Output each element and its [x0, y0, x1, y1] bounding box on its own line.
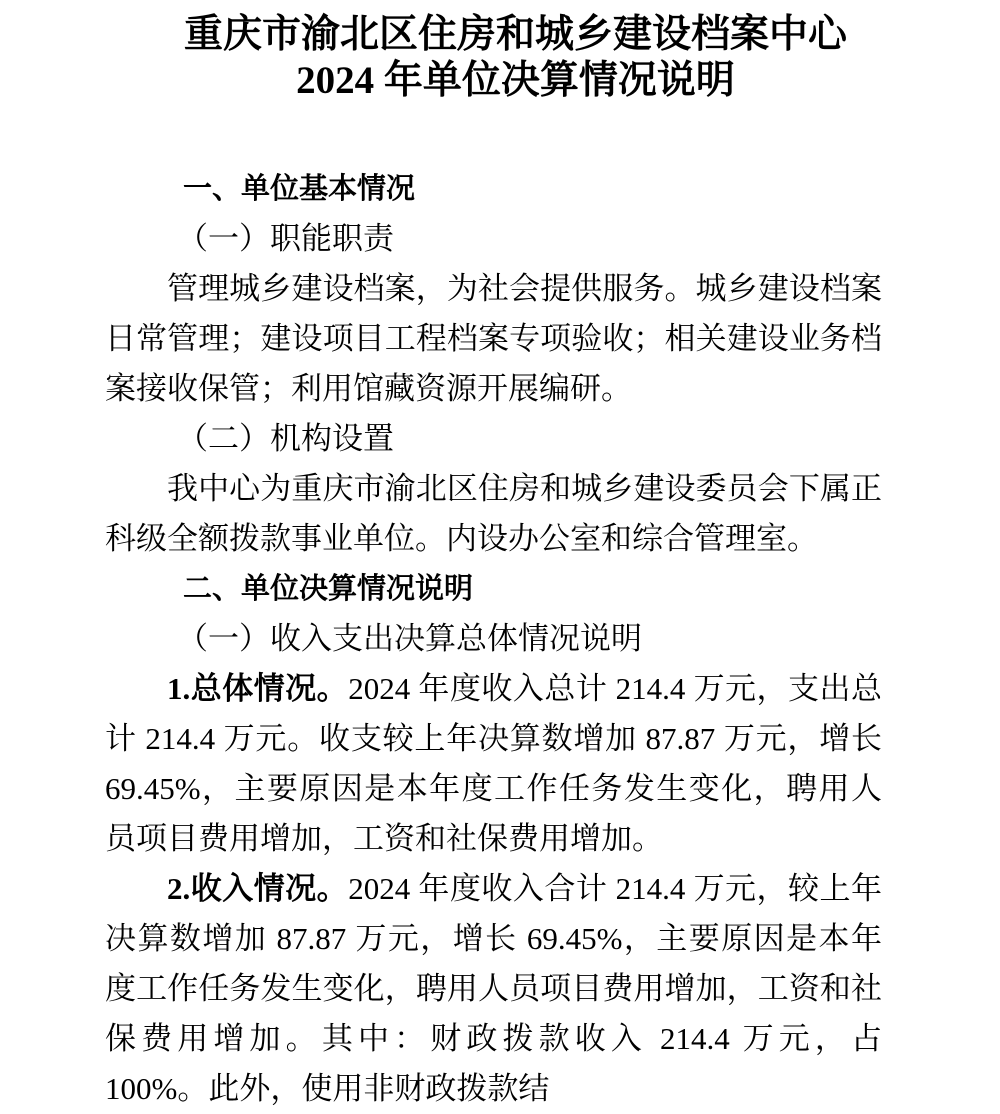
- section-1-sub-2-heading: （二）机构设置: [177, 421, 394, 456]
- paragraph-2-lead: 2.收入情况。: [167, 871, 349, 906]
- section-1-heading: 一、单位基本情况: [183, 173, 416, 205]
- section-2-heading: 二、单位决算情况说明: [183, 573, 474, 605]
- section-1-paragraph-2: 我中心为重庆市渝北区住房和城乡建设委员会下属正科级全额拨款事业单位。内设办公室和综合管理室。: [105, 471, 882, 556]
- document-title: [127, 12, 904, 104]
- section-1-paragraph-1: 管理城乡建设档案，为社会提供服务。城乡建设档案日常管理；建设项目工程档案专项验收；相关建设业务档案接收保管；利用馆藏资源开展编研。: [105, 271, 882, 406]
- section-2-paragraph-1: [105, 664, 882, 864]
- paragraph-1-text: 2024 年度收入总计 214.4 万元，支出总计 214.4 万元。收支较上年决算数增加 87.87 万元，增长 69.45%，主要原因是本年度工作任务发生变化，聘用人员项目费用增加，工资和社保费用增加。: [105, 671, 883, 856]
- document-title-line2: 2024 年单位决算情况说明: [296, 59, 735, 102]
- document-title-line1: 重庆市渝北区住房和城乡建设档案中心: [183, 13, 847, 56]
- paragraph-1-lead: 1.总体情况。: [167, 671, 349, 706]
- paragraph-2-text: 2024 年度收入合计 214.4 万元，较上年决算数增加 87.87 万元，增长 69.45%，主要原因是本年度工作任务发生变化，聘用人员项目费用增加，工资和社保费用增加。其中：财政拨款收入 214.4 万元，占 100%。此外，使用非财政拨款结: [105, 871, 883, 1106]
- document-body: [105, 164, 882, 1114]
- section-2-sub-1-heading: （一）收入支出决算总体情况说明: [177, 621, 642, 656]
- section-2-paragraph-2: [105, 864, 882, 1114]
- section-1-sub-1-heading: （一）职能职责: [177, 221, 394, 256]
